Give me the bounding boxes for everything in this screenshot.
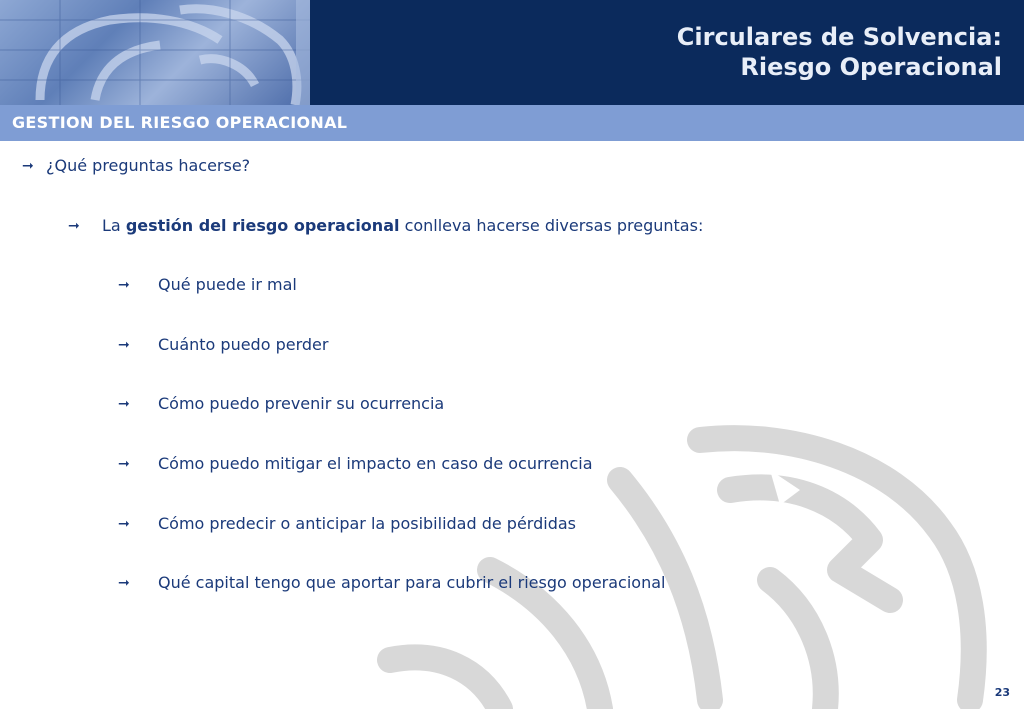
list-item-text: Cómo puedo mitigar el impacto en caso de ocurrencia — [158, 454, 593, 473]
list-item-text: Cuánto puedo perder — [158, 335, 329, 354]
bullet-text: ¿Qué preguntas hacerse? — [46, 156, 251, 175]
arrow-bullet-icon: ➞ — [22, 157, 34, 174]
list-item — [118, 275, 297, 294]
bullet-text-prefix: La — [102, 216, 121, 235]
bullet-level1 — [22, 156, 250, 175]
list-item-text: Cómo predecir o anticipar la posibilidad de pérdidas — [158, 514, 576, 533]
griffin-logo-icon — [0, 0, 310, 105]
section-bar — [0, 105, 1024, 141]
arrow-bullet-icon: ➞ — [118, 574, 130, 591]
arrow-bullet-icon: ➞ — [118, 515, 130, 532]
bullet-level2 — [68, 216, 703, 235]
list-item — [118, 394, 444, 413]
bullet-text-suffix: conlleva hacerse diversas preguntas: — [404, 216, 704, 235]
list-item-text: Qué puede ir mal — [158, 275, 297, 294]
arrow-bullet-icon: ➞ — [118, 395, 130, 412]
list-item — [118, 335, 328, 354]
arrow-bullet-icon: ➞ — [68, 217, 80, 234]
bullet-text-bold: gestión del riesgo operacional — [125, 216, 400, 235]
list-item-text: Cómo puedo prevenir su ocurrencia — [158, 394, 445, 413]
title-line-1: Circulares de Solvencia: — [676, 23, 1002, 51]
list-item — [118, 454, 593, 473]
arrow-bullet-icon: ➞ — [118, 336, 130, 353]
slide-title — [677, 22, 1002, 82]
title-line-2: Riesgo Operacional — [740, 53, 1002, 81]
list-item — [118, 573, 665, 592]
list-item — [118, 514, 576, 533]
header-logo-image — [0, 0, 310, 105]
section-title: GESTION DEL RIESGO OPERACIONAL — [12, 113, 348, 132]
list-item-text: Qué capital tengo que aportar para cubrir el riesgo operacional — [158, 573, 666, 592]
page-number: 23 — [994, 686, 1010, 699]
slide-header — [0, 0, 1024, 105]
arrow-bullet-icon: ➞ — [118, 276, 130, 293]
arrow-bullet-icon: ➞ — [118, 455, 130, 472]
